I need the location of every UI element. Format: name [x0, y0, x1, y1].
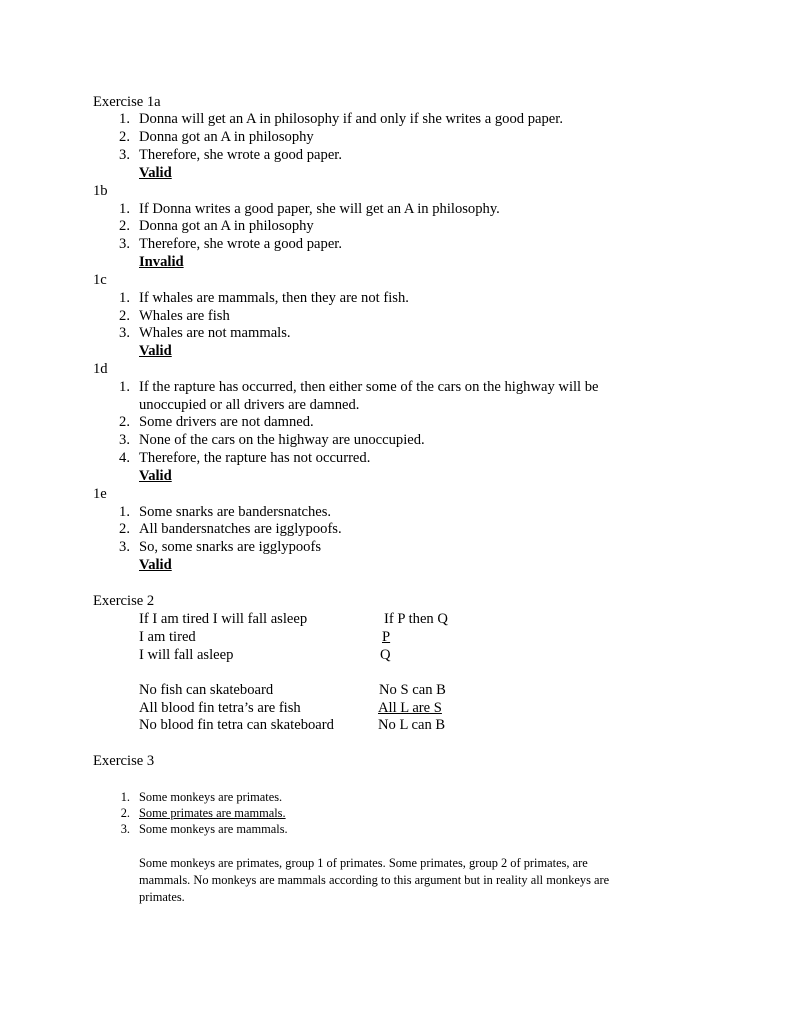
item-text: Some primates are mammals. — [139, 806, 286, 820]
argument-form: Q — [380, 647, 391, 663]
argument-form: No S can B — [379, 682, 446, 698]
item-text: None of the cars on the highway are unoccupied. — [139, 432, 425, 448]
item-text: Some monkeys are mammals. — [139, 822, 288, 836]
item-text: Donna got an A in philosophy — [139, 218, 314, 234]
item-text: Therefore, she wrote a good paper. — [139, 147, 343, 163]
item-text: Therefore, the rapture has not occurred. — [139, 450, 371, 466]
verdict-1a: Valid — [139, 165, 172, 181]
verdict-1c: Valid — [139, 343, 172, 359]
item-text: Donna got an A in philosophy — [139, 129, 314, 145]
verdict-1d: Valid — [139, 468, 172, 484]
item-number: 2. — [119, 129, 130, 145]
item-number: 1. — [119, 201, 130, 217]
item-number: 2. — [120, 806, 130, 820]
item-text: If the rapture has occurred, then either some of the cars on the highway will be — [139, 379, 599, 395]
paragraph-line: mammals. No monkeys are mammals according to this argument but in reality all monkeys are — [139, 873, 610, 887]
argument-premise: I am tired — [139, 629, 196, 645]
paragraph-line: Some monkeys are primates, group 1 of primates. Some primates, group 2 of primates, are — [139, 856, 588, 870]
item-text: Therefore, she wrote a good paper. — [139, 236, 343, 252]
exercise-1c-label: 1c — [93, 272, 107, 288]
item-number: 4. — [119, 450, 130, 466]
paragraph-line: primates. — [139, 890, 185, 904]
item-number: 1. — [119, 379, 130, 395]
item-number: 3. — [120, 822, 130, 836]
argument-form: All L are S — [378, 700, 442, 716]
item-number: 3. — [119, 539, 130, 555]
item-number: 2. — [119, 521, 130, 537]
exercise-1a-heading: Exercise 1a — [93, 94, 161, 110]
item-text-continued: unoccupied or all drivers are damned. — [139, 397, 360, 413]
exercise-1e-label: 1e — [93, 486, 107, 502]
item-text: Donna will get an A in philosophy if and only if she writes a good paper. — [139, 111, 563, 127]
item-number: 1. — [119, 290, 130, 306]
item-number: 1. — [119, 111, 130, 127]
item-number: 3. — [119, 236, 130, 252]
argument-premise: No fish can skateboard — [139, 682, 274, 698]
item-text: All bandersnatches are igglypoofs. — [139, 521, 342, 537]
item-text: If Donna writes a good paper, she will get an A in philosophy. — [139, 201, 500, 217]
argument-form: No L can B — [378, 717, 446, 733]
argument-form: P — [382, 629, 391, 645]
exercise-1b-label: 1b — [93, 183, 108, 199]
item-text: Some drivers are not damned. — [139, 414, 314, 430]
argument-conclusion: No blood fin tetra can skateboard — [139, 717, 334, 733]
argument-premise: All blood fin tetra’s are fish — [139, 700, 301, 716]
item-number: 3. — [119, 325, 130, 341]
exercise-3-heading: Exercise 3 — [93, 753, 155, 769]
item-text: If whales are mammals, then they are not fish. — [139, 290, 409, 306]
exercise-2-heading: Exercise 2 — [93, 593, 155, 609]
exercise-1d-label: 1d — [93, 361, 108, 377]
item-text: Whales are not mammals. — [139, 325, 291, 341]
argument-form: If P then Q — [384, 611, 448, 627]
item-text: Whales are fish — [139, 308, 230, 324]
item-number: 1. — [120, 790, 130, 804]
item-text: Some monkeys are primates. — [139, 790, 283, 804]
verdict-1e: Valid — [139, 557, 172, 573]
verdict-1b: Invalid — [139, 254, 184, 270]
item-number: 1. — [119, 504, 130, 520]
item-number: 2. — [119, 218, 130, 234]
item-number: 3. — [119, 147, 130, 163]
argument-premise: If I am tired I will fall asleep — [139, 611, 308, 627]
item-number: 2. — [119, 414, 130, 430]
argument-conclusion: I will fall asleep — [139, 647, 234, 663]
item-number: 2. — [119, 308, 130, 324]
item-number: 3. — [119, 432, 130, 448]
item-text: So, some snarks are igglypoofs — [139, 539, 321, 555]
item-text: Some snarks are bandersnatches. — [139, 504, 332, 520]
